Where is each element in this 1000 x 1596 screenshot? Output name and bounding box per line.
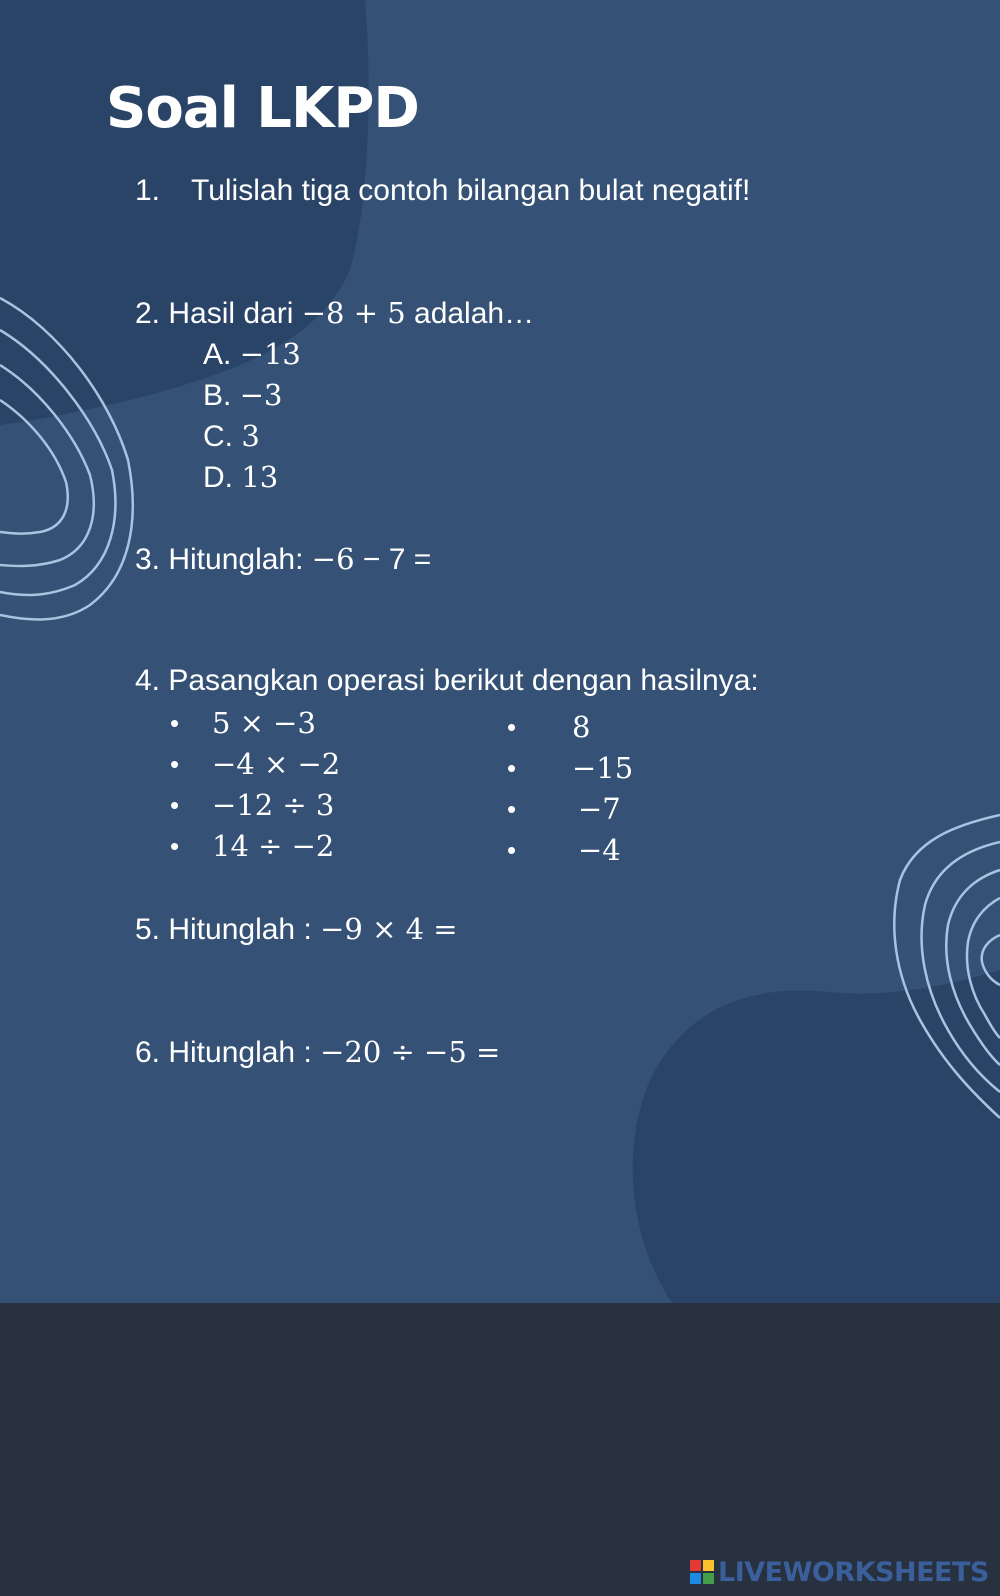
match-left-item: 5 × −3 [212, 706, 316, 740]
question-3-prefix: 3. Hitunglah: [135, 543, 312, 576]
question-2-suffix: adalah… [405, 297, 535, 330]
logo-squares-icon [690, 1560, 714, 1584]
option-letter: B. [203, 379, 240, 412]
question-5 [135, 912, 458, 947]
question-1-number: 1. [135, 174, 161, 207]
question-2-option-c [203, 419, 260, 454]
match-left-item: −12 ÷ 3 [212, 788, 335, 822]
question-4: 4. Pasangkan operasi berikut dengan hasilnya: [135, 664, 759, 697]
bullet-dot: • [507, 753, 517, 783]
question-2-option-b [203, 378, 282, 413]
question-3-expression: −6 [311, 542, 355, 576]
question-2-expression: −8 + 5 [301, 296, 406, 330]
match-left-item: −4 × −2 [212, 747, 341, 781]
question-6 [135, 1035, 500, 1070]
bullet-dot: • [170, 708, 180, 738]
question-3-suffix: − 7 = [354, 543, 432, 576]
match-right-item: −15 [572, 751, 634, 785]
match-right-item: 8 [572, 710, 591, 744]
question-5-prefix: 5. Hitunglah : [135, 913, 321, 946]
option-value: 13 [241, 460, 279, 494]
question-1-text: Tulislah tiga contoh bilangan bulat negatif! [191, 174, 751, 207]
bullet-dot: • [507, 794, 517, 824]
bullet-dot: • [170, 749, 180, 779]
question-3 [135, 542, 431, 577]
bullet-dot: • [170, 790, 180, 820]
question-2-option-d [203, 460, 278, 495]
option-value: 3 [241, 419, 260, 453]
page-title: Soal LKPD [106, 76, 419, 141]
brand-name: LIVEWORKSHEETS [718, 1556, 989, 1588]
bullet-dot: • [170, 831, 180, 861]
question-2-prefix: 2. Hasil dari [135, 297, 302, 330]
match-right-item: −4 [578, 833, 621, 867]
option-letter: D. [203, 461, 242, 494]
match-right-item: −7 [578, 792, 621, 826]
bullet-dot: • [507, 712, 517, 742]
match-left-item: 14 ÷ −2 [212, 829, 335, 863]
liveworksheets-logo[interactable] [690, 1556, 989, 1588]
question-6-expression: −20 ÷ −5 = [320, 1035, 501, 1069]
question-6-prefix: 6. Hitunglah : [135, 1036, 321, 1069]
option-letter: C. [203, 420, 242, 453]
bullet-dot: • [507, 835, 517, 865]
question-2-option-a [203, 337, 301, 372]
option-value: −3 [239, 378, 283, 412]
question-5-expression: −9 × 4 = [320, 912, 458, 946]
question-1 [135, 174, 750, 208]
option-value: −13 [239, 337, 301, 371]
question-2 [135, 296, 534, 331]
option-letter: A. [203, 338, 240, 371]
